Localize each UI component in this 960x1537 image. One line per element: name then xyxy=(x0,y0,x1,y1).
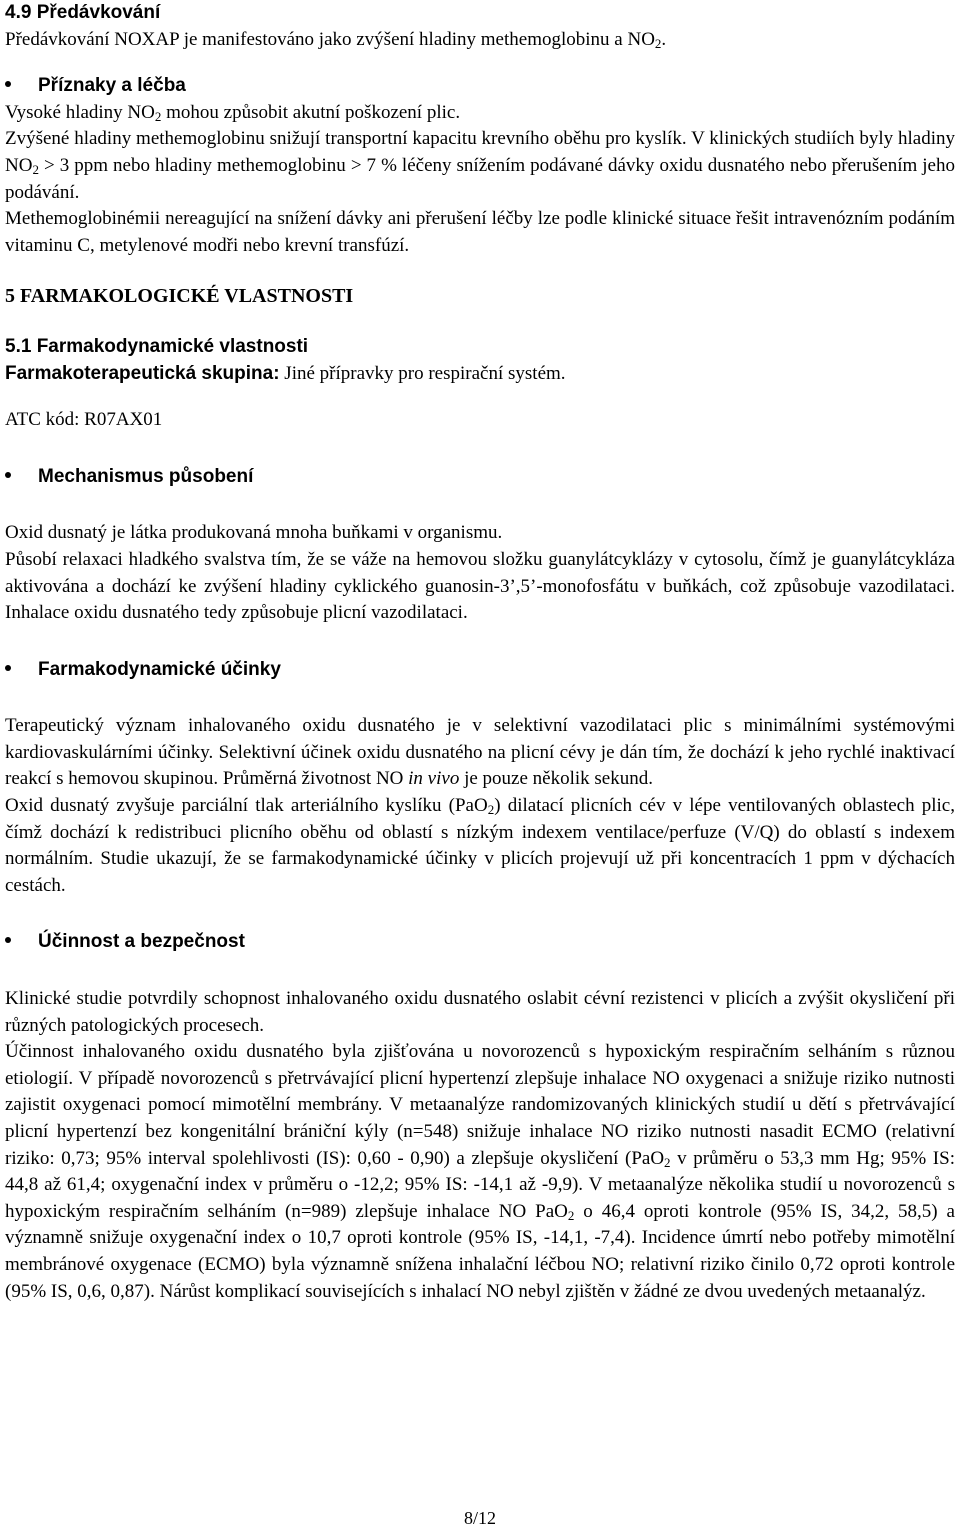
bullet-icon xyxy=(5,81,11,87)
section-5-heading: 5 FARMAKOLOGICKÉ VLASTNOSTI xyxy=(5,285,354,308)
page-number: 8/12 xyxy=(463,1508,496,1528)
bullet-icon xyxy=(5,665,11,671)
effects-heading-row xyxy=(5,657,955,684)
mechanism-heading: Mechanismus působení xyxy=(38,465,254,487)
atc-code: ATC kód: R07AX01 xyxy=(5,409,163,431)
symptoms-paragraph-1: Vysoké hladiny $NO_2$ mohou způsobit akutní poškození plic. xyxy=(5,101,461,124)
section-5-1-heading: 5.1 Farmakodynamické vlastnosti xyxy=(5,335,309,357)
pharmacotherapeutic-group: Farmakoterapeutická skupina: Jiné přípravky pro respirační systém. xyxy=(5,362,566,384)
mechanism-paragraph-1: Oxid dusnatý je látka produkovaná mnoha buňkami v organismu. xyxy=(5,522,503,544)
mechanism-paragraph-2: Působí relaxaci hladkého svalstva tím, že se váže na hemovou složku guanylátcyklázy v cytosolu, čímž je guanylátcykláza aktivována a dochází ke zvýšení hladiny cyklického guanosin-3’,5’-monofosfátu v buňkách, což způsobuje vazodilataci. Inhalace oxidu dusnatého tedy způsobuje plicní vazodilataci. xyxy=(5,548,955,624)
section-4-9-intro: Předávkování NOXAP je manifestováno jako zvýšení hladiny methemoglobinu a $NO_2$. xyxy=(5,28,667,51)
symptoms-heading: Příznaky a léčba xyxy=(38,75,186,97)
symptoms-paragraph-2: Zvýšené hladiny methemoglobinu snižují transportní kapacitu krevního oběhu pro kyslík. V klinických studiích byly hladiny $NO_2 > 3$ ppm nebo hladiny methemoglobinu > 7 % léčeny snížením podávané dávky oxidu dusnatého nebo přerušením jeho podávání. xyxy=(5,128,955,203)
efficacy-paragraph-2: Účinnost inhalovaného oxidu dusnatého byla zjišťována u novorozenců s hypoxickým respiračním selháním s různou etiologií. V případě novorozenců s přetrvávající plicní hypertenzí zlepšuje inhalace NO oxygenaci a snižuje riziko nutnosti zajistit oxygenaci pomocí mimotělní membrány. V metaanalýze randomizovaných klinických studií u dětí s přetrvávající plicní hypertenzí bez kongenitální brániční kýly (n=548) snižuje inhalace NO riziko nutnosti nasadit ECMO (relativní riziko: 0,73; 95% interval spolehlivosti (IS): 0,60 - 0,90) a zlepšuje okysličení (PaO$_2$ v průměru o 53,3 mm Hg; 95% IS: 44,8 až 61,4; oxygenační index v průměru o -12,2; 95% IS: -14,1 až -9,9). V metaanalýze několika studií u novorozenců s hypoxickým respiračním selháním (n=989) zlepšuje inhalace NO PaO$_2$ o 46,4 oproti kontrole (95% IS, 34,2, 58,5) a významně snižuje oxygenační index o 10,7 oproti kontrole (95% IS, -14,1, -7,4). Incidence úmrtí nebo potřeby mimotělní membránové oxygenace (ECMO) byla významně snížena inhalační léčbou NO; relativní riziko činilo 0,72 oproti kontrole (95% IS, 0,6, 0,87). Nárůst komplikací souvisejících s inhalací NO nebyl zjištěn v žádné ze dvou uvedených metaanalýz. xyxy=(5,1041,955,1302)
efficacy-heading-row xyxy=(5,929,955,956)
symptoms-heading-row xyxy=(5,73,955,100)
efficacy-paragraph-1: Klinické studie potvrdily schopnost inhalovaného oxidu dusnatého oslabit cévní rezistenci v plicích a zvýšit okysličení při různých patologických procesech. xyxy=(5,988,955,1036)
effects-paragraph-2: Oxid dusnatý zvyšuje parciální tlak arteriálního kyslíku (PaO$_2$) dilatací plicních cév v lépe ventilovaných oblastech plic, čímž dochází k redistribuci plicního oběhu od oblastí s nízkým indexem ventilace/perfuze (V/Q) do oblastí s indexem normálním. Studie ukazují, že se farmakodynamické účinky v plicích projevují už při koncentracích 1 ppm v dýchacích cestách. xyxy=(5,795,955,896)
effects-paragraph-1: Terapeutický význam inhalovaného oxidu dusnatého je v selektivní vazodilataci plic s minimálními systémovými kardiovaskulárními účinky. Selektivní účinek oxidu dusnatého na plicní cévy je dán tím, že dochází k jeho rychlé inaktivací reakcí s hemovou skupinou. Průměrná životnost NO in vivo je pouze několik sekund. xyxy=(5,715,955,790)
document-page xyxy=(5,0,955,1305)
bullet-icon xyxy=(5,937,11,943)
symptoms-paragraph-3: Methemoglobinémii nereagující na snížení dávky ani přerušení léčby lze podle klinické situace řešit intravenózním podáním vitaminu C, metylenové modři nebo krevní transfúzí. xyxy=(5,208,955,256)
bullet-icon xyxy=(5,472,11,478)
effects-heading: Farmakodynamické účinky xyxy=(38,658,281,680)
section-4-9-heading: 4.9 Předávkování xyxy=(5,2,161,23)
efficacy-heading: Účinnost a bezpečnost xyxy=(38,931,245,953)
mechanism-heading-row xyxy=(5,464,955,491)
